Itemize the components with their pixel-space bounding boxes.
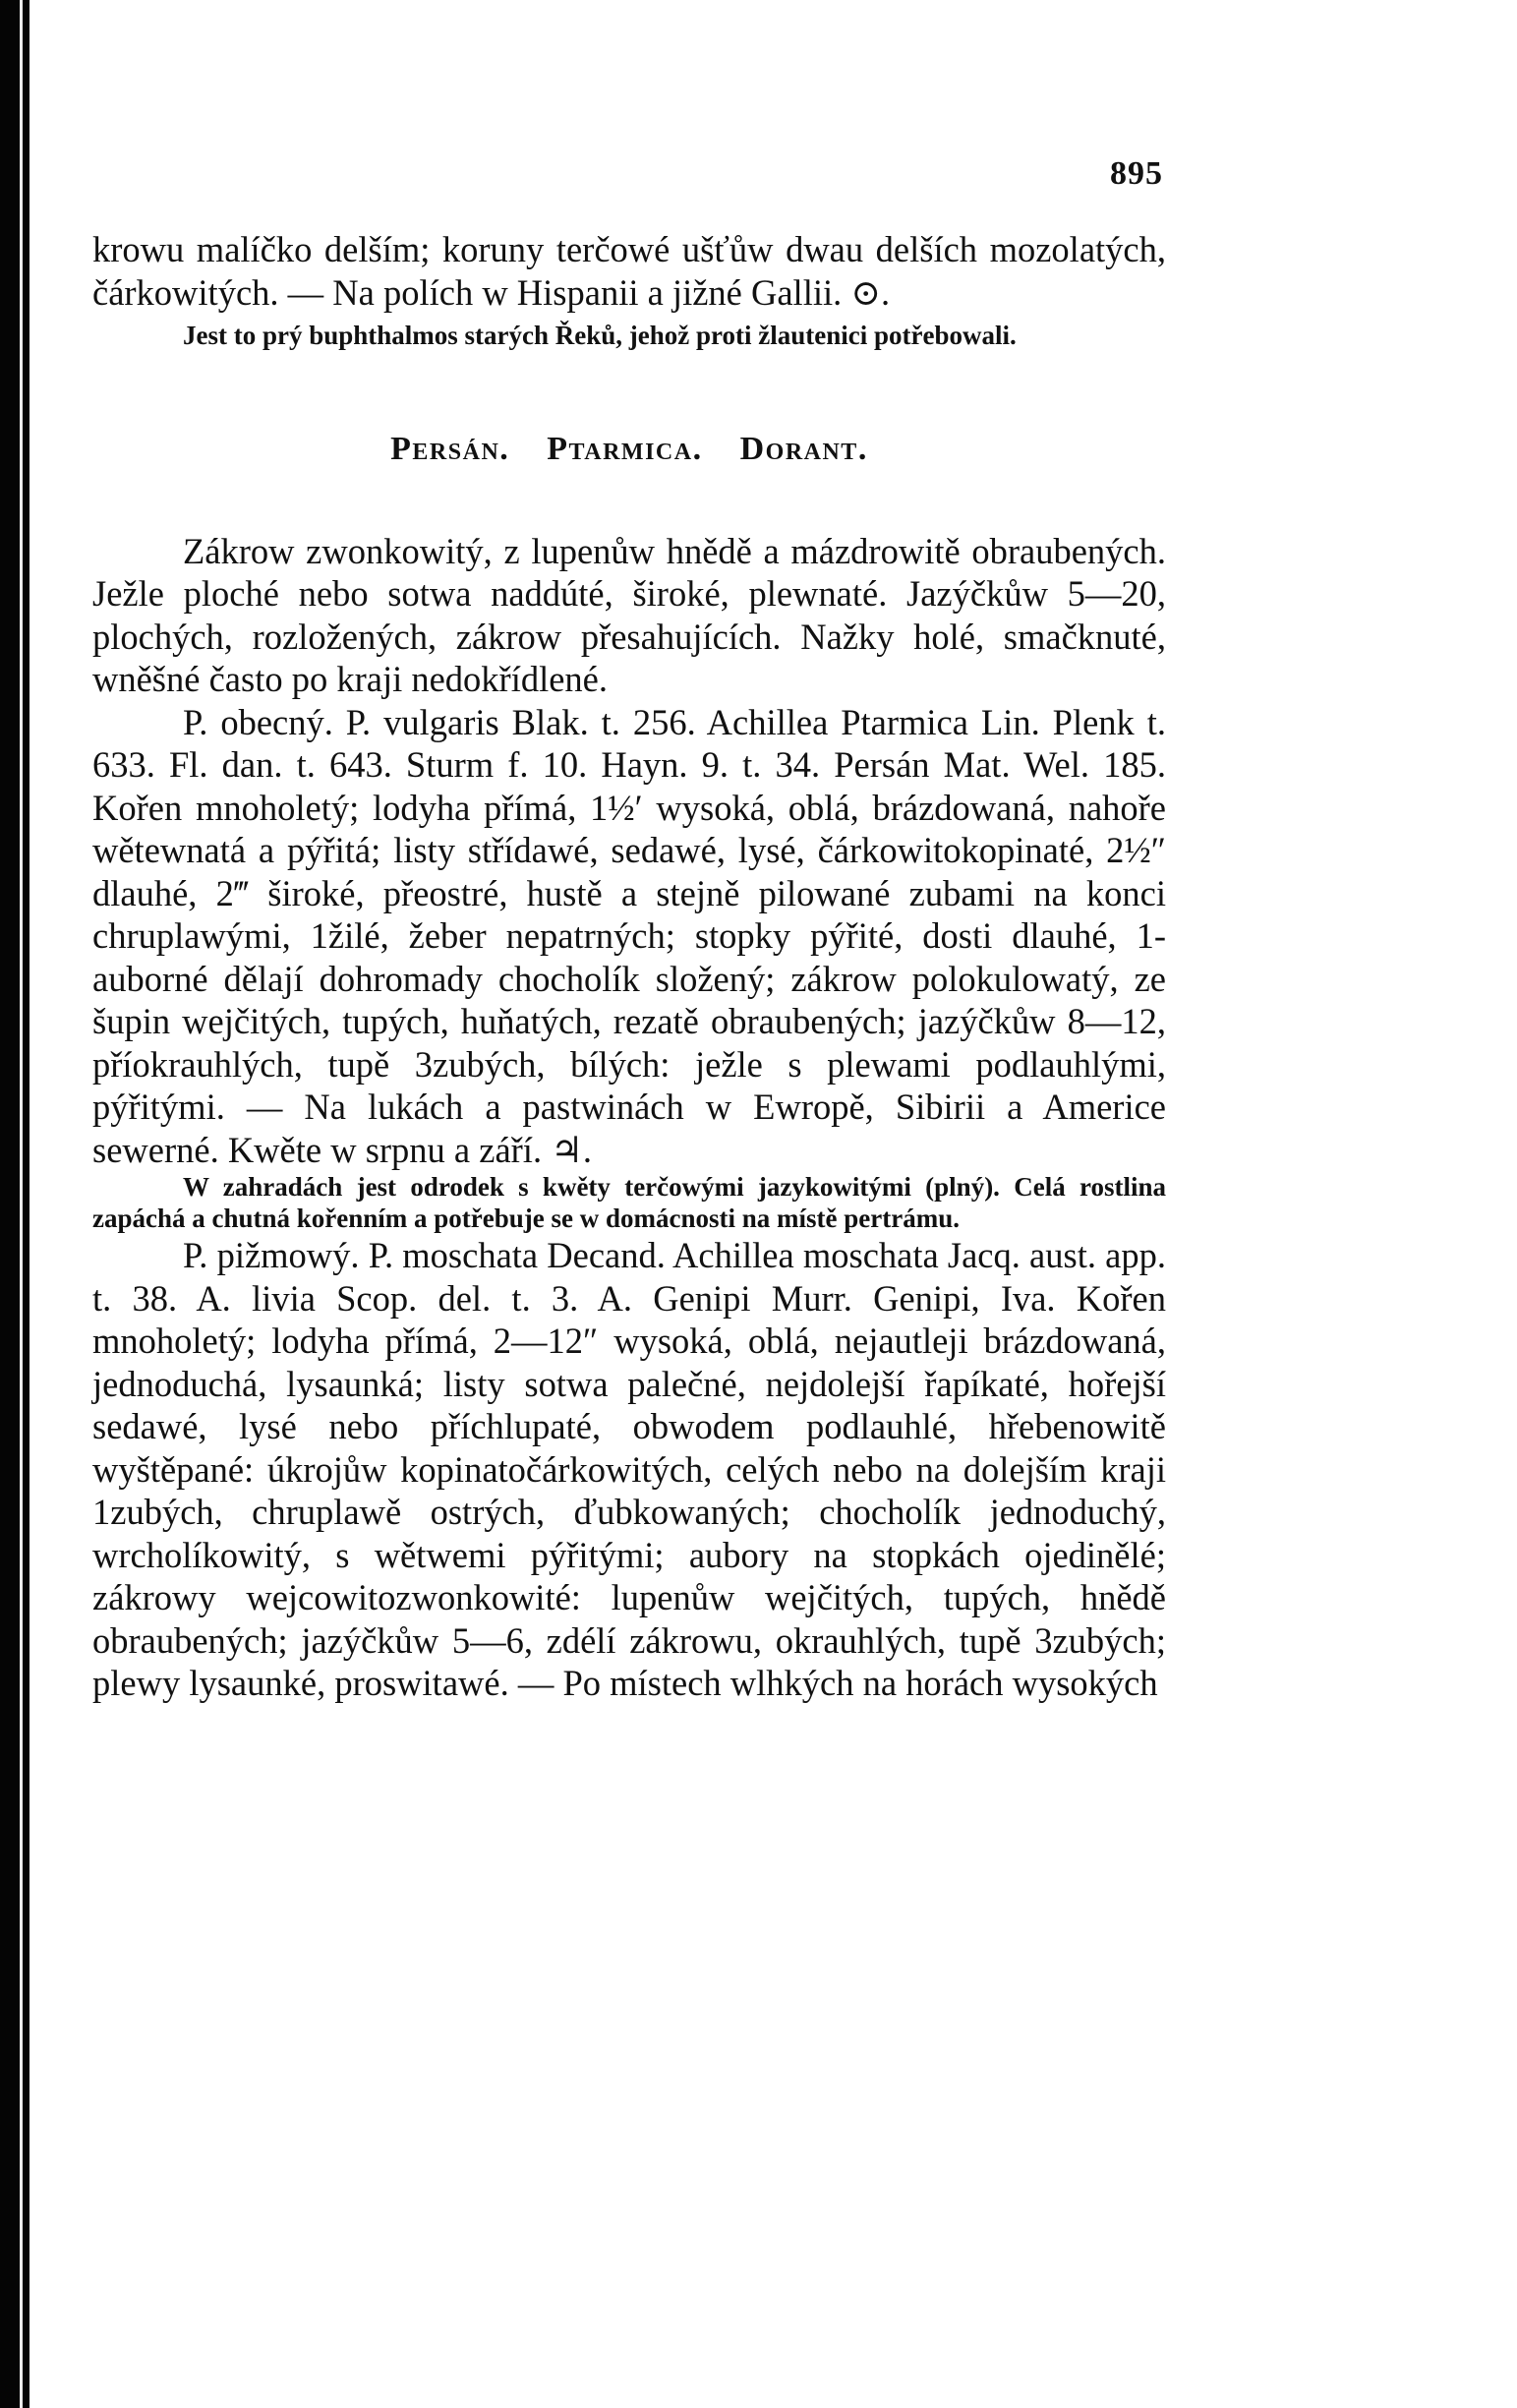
species-ptarmica: P. obecný. P. vulgaris Blak. t. 256. Achillea Ptarmica Lin. Plenk t. 633. Fl. dan. t. 643. Sturm f. 10. Hayn. 9. t. 34. Persán Mat. Wel. 185. Kořen mnoholetý; lodyha přímá, 1½′ wysoká, oblá, brázdowaná, nahoře wětewnatá a pýřitá; listy střídawé, sedawé, lysé, čárkowitokopinaté, 2½″ dlauhé, 2‴ široké, přeostré, hustě a stejně pilowané zubami na konci chruplawými, 1žilé, žeber nepatrných; stopky pýřité, dosti dlauhé, 1-auborné dělají dohromady chocholík složený; zákrow polokulowatý, ze šupin wejčitých, tupých, huňatých, rezatě obraubených; jazýčkůw 8—12, příokrauhlých, tupě 3zubých, bílých: ježle s plewami podlauhlými, pýřitými. — Na lukách a pastwinách w Ewropě, Sibirii a Americe sewerné. Kwěte w srpnu a září. ♃. — [92, 701, 1166, 1170]
genus-heading: Persán. Ptarmica. Dorant. — [390, 431, 868, 467]
page-number: 895 — [1110, 155, 1163, 192]
footnote-buphthalmos: Jest to prý buphthalmos starých Řeků, jehož proti žlautenici potřebowali. — [183, 321, 1017, 350]
footnote-garden-variety: W zahradách jest odrodek s kwěty terčowými jazykowitými (plný). Celá rostlina zapáchá a chutná kořenním a potřebuje se w domácnosti na místě pertrámu. — [92, 1172, 1166, 1233]
book-page — [29, 0, 1517, 2408]
scan-left-border — [0, 0, 29, 2408]
genus-description: Zákrow zwonkowitý, z lupenůw hnědě a mázdrowitě obraubených. Ježle ploché nebo sotwa naddúté, široké, plewnaté. Jazýčkůw 5—20, plochých, rozložených, zákrow přesahujících. Nažky holé, smačknuté, wněšné často po kraji nedokřídlené. — [92, 530, 1166, 699]
species-moschata: P. pižmowý. P. moschata Decand. Achillea moschata Jacq. aust. app. t. 38. A. livia Scop. del. t. 3. A. Genipi Murr. Genipi, Iva. Kořen mnoholetý; lodyha přímá, 2—12″ wysoká, oblá, nejautleji brázdowaná, jednoduchá, lysaunká; listy sotwa palečné, nejdolejší řapíkaté, hořejší sedawé, lysé nebo příchlupaté, obwodem podlauhlé, hřebenowitě wyštěpané: úkrojůw kopinatočárkowitých, celých nebo na dolejším kraji 1zubých, chruplawě ostrých, ďubkowaných; chocholík jednoduchý, wrcholíkowitý, s wětwemi pýřitými; aubory na stopkách ojedinělé; zákrowy wejcowitozwonkowité: lupenůw wejčitých, tupých, hnědě obraubených; jazýčkůw 5—6, zdélí zákrowu, okrauhlých, tupě 3zubých; plewy lysaunké, proswitawé. — Po místech wlhkých na horách wysokých — [92, 1235, 1166, 1703]
page-content — [92, 228, 1166, 1705]
page-edge-line — [20, 0, 23, 2408]
continuation-paragraph: krowu malíčko delším; koruny terčowé ušťůw dwau delších mozolatých, čárkowitých. — Na polích w Hispanii a jižné Gallii. ⊙. — [92, 229, 1166, 313]
